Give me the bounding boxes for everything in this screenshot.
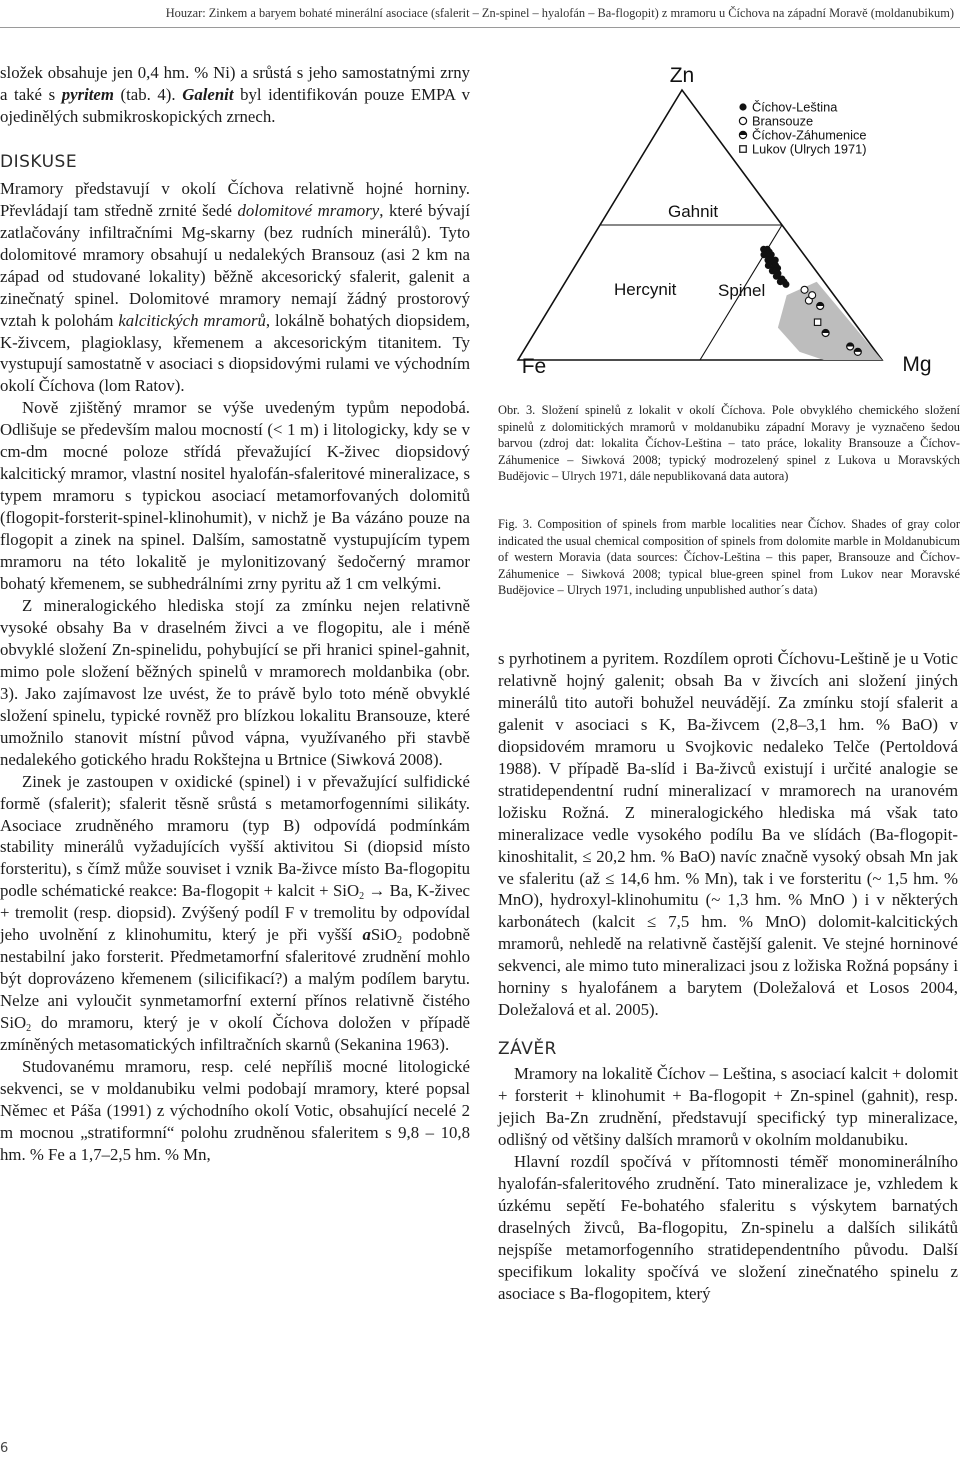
paragraph-zaver-2: Hlavní rozdíl spočívá v přítomnosti téměř monominerálního hyalofán-sfaleritového zrudnění. Tato mineralizace je, vzhledem k úzkému sepětí Fe-bohatého sfaleritu s výskytem barnatých draselných živců, Ba-flogopitu, Zn-spinelu a dalších silikátů nejspíše metamorfogenního stratidependentního původu. Další specifikum lokality spočívá ve složení zinečnatého spinelu z asociace s Ba-flogopitem, který	[498, 1152, 958, 1303]
legend-entry	[739, 128, 866, 143]
page-number: 6	[0, 1441, 9, 1456]
data-point-open-square	[814, 319, 820, 325]
legend-marker-half-circle	[739, 131, 746, 138]
ternary-diagram-figure	[508, 60, 960, 390]
paragraph-diskuse-5: Studovanému mramoru, resp. celé nepříliš mocné litologické sekvenci, se v moldanubiku velmi podobají mramory, které popsal Němec et Páša (1991) z východního okolí Votic, obsahující necelé 2 m mocnou „stratiformní“ polohu zrudněnou sfaleritem s 9,8 – 10,8 hm. % Fe a 1,7–2,5 hm. % Mn,	[0, 1056, 470, 1164]
data-point-half-circle	[854, 348, 861, 355]
paragraph-diskuse-4: Zinek je zastoupen v oxidické (spinel) i v převažující sulfidické formě (sfalerit); sfalerit těsně srůstá s metamorfogenními silikáty. Asociace zrudněného mramoru (typ B) odpovídá podmínkám stability minerálů vyžadujících vyšší aktivitou Si (diopsid místo forsteritu), s čímž může souviset i vznik Ba-živce místo Ba-flogopitu podle schématické reakce: Ba-flogopit + kalcit + SiO$_2$ → Ba, K-živec + tremolit (resp. diopsid). Zvýšený podíl F v tremolitu by odpovídal jeho uvolnění z klinohumitu, který je při vyšší aSiO$_2$ podobně nestabilní jako forsterit. Předmetamorfní sfaleritové zrudnění mohlo být doprovázeno křemenem (silicifikací?) a malým podílem barytu. Nelze ani vyloučit synmetamorfní externí přínos relativně čistého SiO$_2$ do mramoru, který je v okolí Číchova doložen v případě zmíněných metasomatických infiltračních skarnů (Sekanina 1963).	[0, 771, 470, 1055]
section-heading-diskuse: DISKUSE	[0, 151, 78, 172]
legend-entry	[739, 100, 838, 115]
right-column	[498, 648, 958, 1305]
legend-label: Číchov-Leština	[752, 99, 838, 115]
running-title: Houzar: Zinkem a baryem bohaté minerální asociace (sfalerit – Zn-spinel – hyalofán – Ba-flogopit) z mramoru u Číchova na západní Moravě (moldanubikum)	[165, 6, 954, 20]
ternary-diagram	[508, 60, 960, 390]
paragraph-diskuse-2: Nově zjištěný mramor se výše uvedeným typům nepodobá. Odlišuje se především malou mocností (< 1 m) i litologicky, kdy se v cm-dm mocné poloze střídá převažující K-živec diopsidový kalcitický mramor, vlastní nositel hyalofán-sfaleritové mineralizace, s typem mramoru s typickou asociací metamorfovaných dolomitů (flogopit-forsterit-spinel-klinohumit), v nichž je Ba vázáno pouze na flogopit a zinek na spinel. Dalším, samostatně vystupujícím typem mramoru na této lokalitě je mylonitizovaný šedočerný mramor bohatý křemenem, se subhedrálními zrny pyritu až 1 cm velkými.	[0, 398, 470, 594]
paragraph-zaver-1: Mramory na lokalitě Číchov – Leština, s asociací kalcit + dolomit + forsterit + klinohumit + Ba-flogopit + Zn-spinel (gahnit), resp. jejich Ba-Zn zrudnění, představují specifický typ mineralizace, odlišný od většiny dalších mramorů v okolním moldanubiku.	[498, 1064, 958, 1150]
legend-entry	[739, 114, 813, 129]
legend	[739, 100, 866, 157]
data-point-half-circle	[822, 330, 829, 337]
data-point-half-circle	[817, 303, 824, 310]
data-point-half-circle	[847, 343, 854, 350]
legend-label: Lukov (Ulrych 1971)	[752, 141, 867, 157]
legend-entry	[740, 142, 867, 157]
legend-marker-open-circle	[739, 117, 746, 124]
apex-label-zn: Zn	[669, 64, 695, 87]
figure-caption-czech: Obr. 3. Složení spinelů z lokalit v okolí Číchova. Pole obvyklého chemického složení spinelů z dolomitických mramorů v moldanubiku západní Moravy je vyznačeno šedou barvou (zdroj dat: lokalita Číchov-Leština – tato práce, lokality Bransouze a Číchov-Záhumenice – Siwková 2008; typický modrozelený spinel z Lukova u Moravských Budějovic – Ulrych 1971, dále nepublikovaná data autora)	[498, 403, 960, 484]
field-label-gahnit: Gahnit	[668, 202, 719, 221]
paragraph-continuation: s pyrhotinem a pyritem. Rozdílem oproti Číchovu-Leštině je u Votic relativně hojný galenit; obsah Ba v živcích ani složení jiných minerálů tito autoři bohužel neuvádějí. Za zmínku stojí sfalerit a galenit v asociaci s K, Ba-živcem (2,8–3,1 hm. % BaO) v diopsidovém mramoru u Svojkovic nedaleko Telče (Pertoldová 1988). V případě Ba-slíd i Ba-živců existují i určité analogie se stratidependentní rudní mineralizací v mramorech na uranovém ložisku Rožná. Z mineralogického hlediska má však tato mineralizace vedle vysokého podílu Ba ve slídách (Ba-flogopit-kinoshitalit, ≤ 20,2 hm. % BaO) navíc značně vysoký obsah Mn jak ve sfaleritu (až ≤ 14,6 hm. % Mn), tak i ve forsteritu (~ 1,5 hm. % MnO), hydroxyl-klinohumitu (~ 1,3 hm. % MnO ) i v některých karbonátech (kalcit ≤ 7,5 hm. % MnO) dolomit-kalcitických mramorů, nehledě na relativně častější galenit. Ve stejné horninové sekvenci, ale mimo tuto mineralizaci jsou z ložiska Rožná popsány i horniny s hyalofánem a barytem (Doležalová et Losos 2004, Doležalová et al. 2005).	[498, 649, 958, 1020]
legend-label: Číchov-Záhumenice	[752, 127, 867, 143]
data-point-open-circle	[809, 292, 816, 299]
data-point-filled-circle	[782, 281, 789, 288]
running-header	[0, 0, 960, 28]
paragraph-intro: složek obsahuje jen 0,4 hm. % Ni) a srůstá s jeho samostatnými zrny a také s pyritem (tab. 4). Galenit byl identifikován pouze EMPA v ojedinělých submikroskopických zrnech.	[0, 63, 471, 126]
shaded-spinel-field	[778, 282, 882, 360]
left-column	[0, 62, 470, 1166]
legend-marker-filled-circle	[739, 103, 746, 110]
field-label-spinel: Spinel	[718, 281, 766, 300]
apex-label-fe: Fe	[521, 355, 547, 378]
paragraph-diskuse-1: Mramory představují v okolí Číchova relativně hojné horniny. Převládají tam středně zrnité šedé dolomitové mramory, které bývají zatlačovány infiltračními Mg-skarny (bez rudních minerálů). Tyto dolomitové mramory obsahují u nedalekých Bransouz (asi 2 km na západ od studované lokality) běžně akcesorický sfalerit, galenit a zinečnatý spinel. Dolomitové mramory nemají žádný prostorový vztah k polohám kalcitických mramorů, lokálně bohatých diopsidem, K-živcem, plagioklasy, křemenem a akcesorickým titanitem. Ty vystupují samostatně v asociaci s diopsidovými rulami ve východním okolí Číchova (lom Ratov).	[0, 178, 470, 396]
field-label-hercynit: Hercynit	[614, 280, 677, 299]
section-heading-zaver: ZÁVĚR	[498, 1039, 557, 1060]
legend-label: Bransouze	[752, 113, 814, 129]
figure-caption-english: Fig. 3. Composition of spinels from marble localities near Číchov. Shades of gray color indicated the usual chemical composition of spinels from dolomite marble in Moldanubicum of western Moravia (data sources: Číchov-Leština – this paper, Bransouze and Číchov-Záhumenice – Siwková 2008; typical blue-green spinel from Lukov near Moravské Budějovice – Ulrych 1971, including unpublished author´s data)	[498, 517, 960, 598]
paragraph-diskuse-3: Z mineralogického hlediska stojí za zmínku nejen relativně vysoké obsahy Ba v draselném živci a ve flogopitu, ale i méně obvyklé složení Zn-spinelidu, pohybující se při hranici spinel-gahnit, mimo pole složení běžných spinelů v mramorech moldanbika (obr. 3). Jako zajímavost lze uvést, že to právě bylo toto méně obvyklé složení spinelu, typické rovněž pro blízkou lokalitu Bransouze, které umožnilo stanovit místní původ vápna, využívaného při stavbě nedalekého gotického hradu Rokštejna u Brtnice (Siwková 2008).	[0, 595, 470, 769]
legend-marker-open-square	[740, 146, 747, 153]
data-point-open-circle	[801, 286, 808, 293]
apex-label-mg: Mg	[902, 353, 932, 376]
